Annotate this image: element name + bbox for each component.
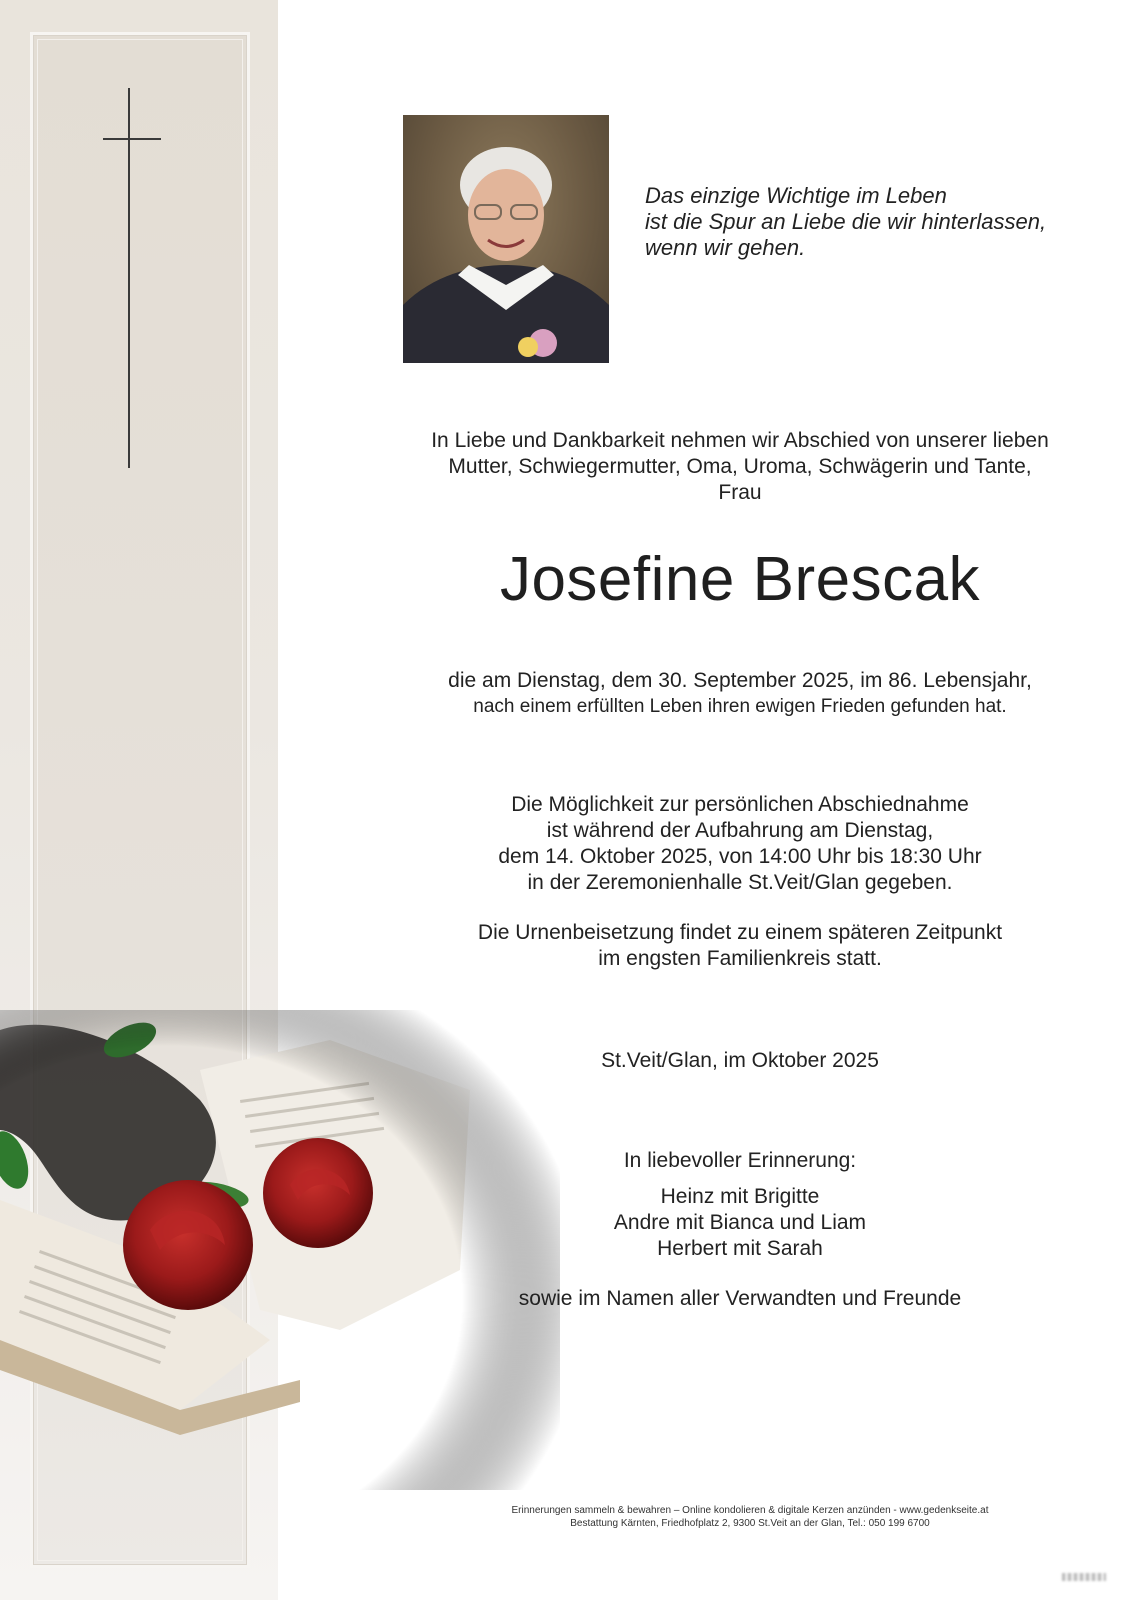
viewing-line: in der Zeremonienhalle St.Veit/Glan gegeben. — [527, 871, 953, 894]
memory-heading — [400, 1148, 1080, 1174]
death-notice-line: die am Dienstag, dem 30. September 2025, im 86. Lebensjahr, — [448, 669, 1032, 692]
quote-line: ist die Spur an Liebe die wir hinterlassen, — [645, 209, 1047, 234]
print-mark — [1062, 1573, 1106, 1581]
cross-icon-crossbar — [103, 138, 161, 140]
list-item: Heinz mit Brigitte — [660, 1185, 820, 1208]
urn-line: im engsten Familienkreis statt. — [598, 947, 882, 970]
quote-line: Das einzige Wichtige im Leben — [645, 183, 947, 208]
cross-icon — [128, 88, 130, 468]
memorial-quote — [645, 183, 1105, 261]
farewell-intro — [400, 428, 1080, 506]
viewing-info — [400, 792, 1080, 896]
place-date-text: St.Veit/Glan, im Oktober 2025 — [601, 1049, 879, 1072]
intro-line: Mutter, Schwiegermutter, Oma, Uroma, Schwägerin und Tante, — [448, 455, 1032, 478]
urn-burial-info — [400, 920, 1080, 972]
urn-line: Die Urnenbeisetzung findet zu einem späteren Zeitpunkt — [477, 921, 1003, 944]
death-notice — [400, 668, 1080, 720]
mourners-list — [400, 1184, 1080, 1262]
viewing-line: dem 14. Oktober 2025, von 14:00 Uhr bis 18:30 Uhr — [498, 845, 982, 868]
footer-line: Bestattung Kärnten, Friedhofplatz 2, 9300 St.Veit an der Glan, Tel.: 050 199 6700 — [570, 1518, 930, 1529]
viewing-line: ist während der Aufbahrung am Dienstag, — [546, 819, 934, 842]
relatives-and-friends — [400, 1286, 1080, 1312]
viewing-line: Die Möglichkeit zur persönlichen Abschiednahme — [511, 793, 969, 816]
deceased-name — [400, 542, 1080, 618]
footer-line: Erinnerungen sammeln & bewahren – Online kondolieren & digitale Kerzen anzünden - www.gedenkseite.at — [511, 1505, 989, 1516]
portrait-photo — [403, 115, 609, 363]
place-and-date — [400, 1048, 1080, 1074]
funeral-home-footer — [470, 1504, 1030, 1530]
relatives-text: sowie im Namen aller Verwandten und Freunde — [518, 1287, 962, 1310]
quote-line: wenn wir gehen. — [645, 235, 806, 260]
death-notice-line: nach einem erfüllten Leben ihren ewigen Frieden gefunden hat. — [473, 696, 1007, 717]
intro-line: Frau — [718, 481, 762, 504]
memory-heading-text: In liebevoller Erinnerung: — [623, 1149, 857, 1172]
deceased-name-text: Josefine Brescak — [499, 545, 981, 614]
list-item: Andre mit Bianca und Liam — [613, 1211, 867, 1234]
intro-line: In Liebe und Dankbarkeit nehmen wir Abschied von unserer lieben — [431, 429, 1049, 452]
list-item: Herbert mit Sarah — [657, 1237, 823, 1260]
